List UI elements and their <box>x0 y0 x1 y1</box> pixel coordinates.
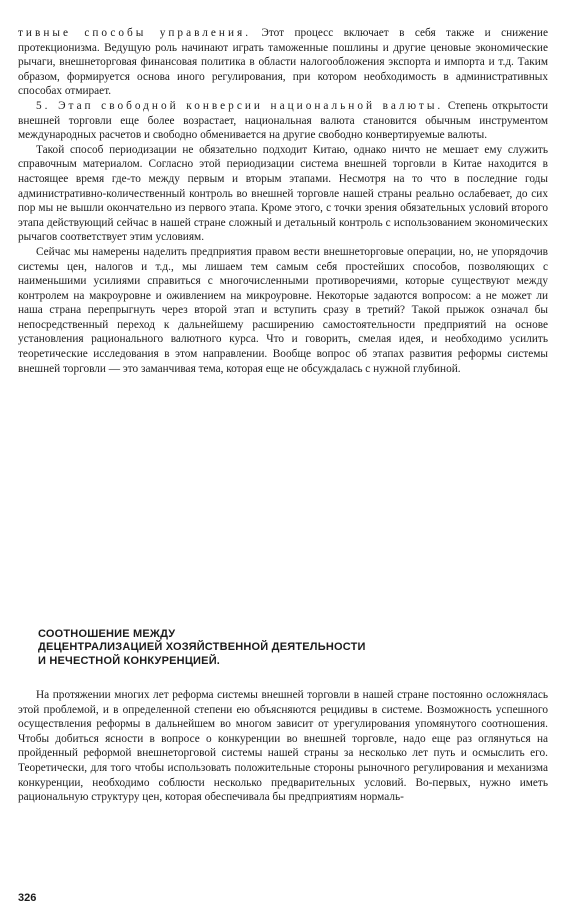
spaced-lead: тивные способы управления. <box>18 27 252 39</box>
paragraph-body: Этот процесс включает в себя также и снижение протекционизма. Ведущую роль начинают играть таможенные пошлины и другие ценовые экономические рычаги, внешнеторговая финансовая политика в области налогообложения экспорта и импорта и т.д. Таким образом, формируется основа иного регулирования, при котором необходимость в административных способах отмирает. <box>18 27 548 98</box>
spaced-lead: 5. Этап свободной конверсии национальной валюты. <box>36 99 444 112</box>
heading-line: ДЕЦЕНТРАЛИЗАЦИЕЙ ХОЗЯЙСТВЕННОЙ ДЕЯТЕЛЬНОСТИ <box>38 641 366 654</box>
paragraph-body: Сейчас мы намерены наделить предприятия правом вести внешнеторговые операции, но, не упорядочив системы цен, налогов и т.д., мы лишаем тем самым себя простейших способов, позволяющих с наименьшими усилиями справиться с многочисленными противоречиями, которые существуют между контролем на макроуровне и оживлением на микроуровне. Некоторые задаются вопросом: а не может ли наша страна перепрыгнуть через второй этап и вступить сразу в третий? Такой прыжок означал бы непосредственный переход к дальнейшему расширению самостоятельности предприятий на основе установления рационального валютного курса. Что и говорить, смелая идея, и необходимо усилить теоретические исследования в этом направлении. Вообще вопрос об этапах развития реформы системы внешней торговли — это заманчивая тема, которая еще не обсуждалась с нужной глубиной. <box>18 245 548 375</box>
paragraph-reform-problem: На протяжении многих лет реформа системы внешней торговли в нашей стране постоянно осложнялась этой проблемой, и в определенной степени ею объясняются рецидивы в системе. Возможность успешного осуществления реформы в дальнейшем во многом зависит от урегулирования упомянутого соотношения. Чтобы добиться ясности в вопросе о конкуренции во внешней торговле, надо еще раз оглянуться на пройденный реформой внешнеторговой системы нашей страны за несколько лет путь и осмыслить его. Теоретически, для того чтобы использовать положительные стороны рыночного регулирования и механизма конкуренции, необходимо соблюсти несколько предварительных условий. Во-первых, нужно иметь рациональную структуру цен, которая обеспечивала бы предприятиям нормаль- <box>18 689 548 804</box>
paragraph-body: Такой способ периодизации не обязательно подходит Китаю, однако ничто не мешает ему служить справочным материалом. Согласно этой периодизации система внешней торговли в Китае находится в настоящее время где-то между первым и вторым этапами. Несмотря на то что в последние годы административно-количественный контроль во внешней торговле нашей страны реально ослабевает, до сих пор мы не вышли окончательно из первого этапа. Кроме этого, с точки зрения обязательных условий второго этапа действующий сейчас в нашей стране сложный и детальный контроль с использованием экономических рычагов соответствует этим условиям. <box>18 143 548 244</box>
paragraph-body: Степень открытости внешней торговли еще более возрастает, национальная валюта становится обычным инструментом международных расчетов и свободно обменивается на другие свободно конвертируемые валюты. <box>18 99 548 142</box>
paragraph-enterprise-rights <box>18 245 548 376</box>
paragraph-stage-5 <box>18 99 548 143</box>
top-text-block <box>18 26 548 376</box>
heading-line: СООТНОШЕНИЕ МЕЖДУ <box>38 628 176 640</box>
heading-line: И НЕЧЕСТНОЙ КОНКУРЕНЦИЕЙ. <box>38 654 221 667</box>
paragraph-administrative-methods <box>18 26 548 99</box>
section-heading <box>38 628 518 668</box>
paragraph-periodization <box>18 143 548 245</box>
bottom-text-block <box>18 688 548 805</box>
page-number: 326 <box>18 892 37 904</box>
